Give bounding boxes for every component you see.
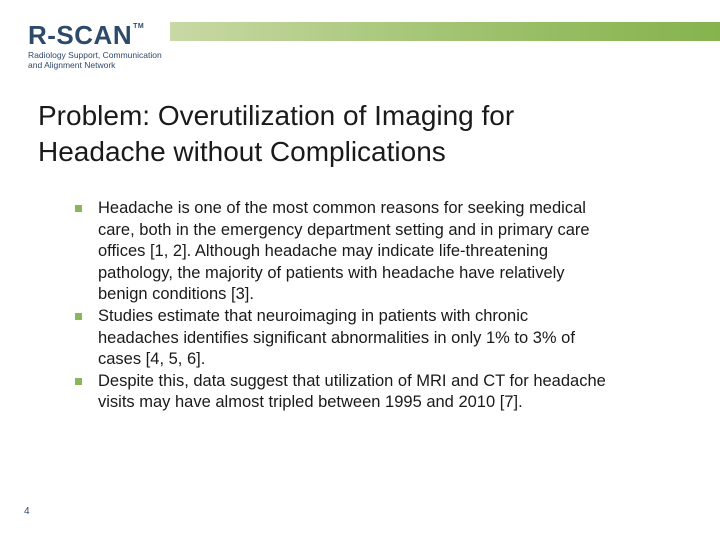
- bullet-item: [74, 306, 694, 371]
- square-bullet-icon: [75, 378, 82, 385]
- header-green-bar: [170, 22, 720, 41]
- slide-title-line: Headache without Complications: [38, 136, 446, 167]
- logo-tagline-line: and Alignment Network: [28, 60, 116, 70]
- bullet-list: [74, 198, 694, 414]
- logo-tagline: [28, 50, 168, 70]
- bullet-text-line: Despite this, data suggest that utilization of MRI and CT for headache: [98, 371, 606, 390]
- bullet-text-line: headaches identifies significant abnormalities in only 1% to 3% of: [98, 328, 575, 347]
- bullet-text-line: visits may have almost tripled between 1995 and 2010 [7].: [98, 393, 523, 412]
- bullet-text-line: cases [4, 5, 6].: [98, 350, 206, 369]
- square-bullet-icon: [75, 205, 82, 212]
- r-scan-logo: [28, 22, 168, 70]
- slide-title: [38, 98, 688, 170]
- bullet-text-line: Studies estimate that neuroimaging in patients with chronic: [98, 306, 529, 325]
- bullet-item: [74, 371, 694, 414]
- page-number: 4: [24, 506, 30, 517]
- bullet-item: [74, 198, 694, 306]
- square-bullet-icon: [75, 313, 82, 320]
- logo-tagline-line: Radiology Support, Communication: [28, 50, 162, 60]
- bullet-text-line: benign conditions [3].: [98, 285, 254, 304]
- logo-wordmark: [28, 22, 168, 48]
- logo-name: R-SCAN: [28, 20, 133, 50]
- bullet-text-line: Headache is one of the most common reasons for seeking medical: [98, 199, 586, 217]
- bullet-text-line: offices [1, 2]. Although headache may indicate life-threatening: [98, 242, 549, 261]
- logo-trademark: TM: [133, 23, 145, 30]
- bullet-text-line: pathology, the majority of patients with headache have relatively: [98, 263, 565, 282]
- slide-title-line: Problem: Overutilization of Imaging for: [38, 100, 515, 131]
- bullet-text-line: care, both in the emergency department setting and in primary care: [98, 220, 590, 239]
